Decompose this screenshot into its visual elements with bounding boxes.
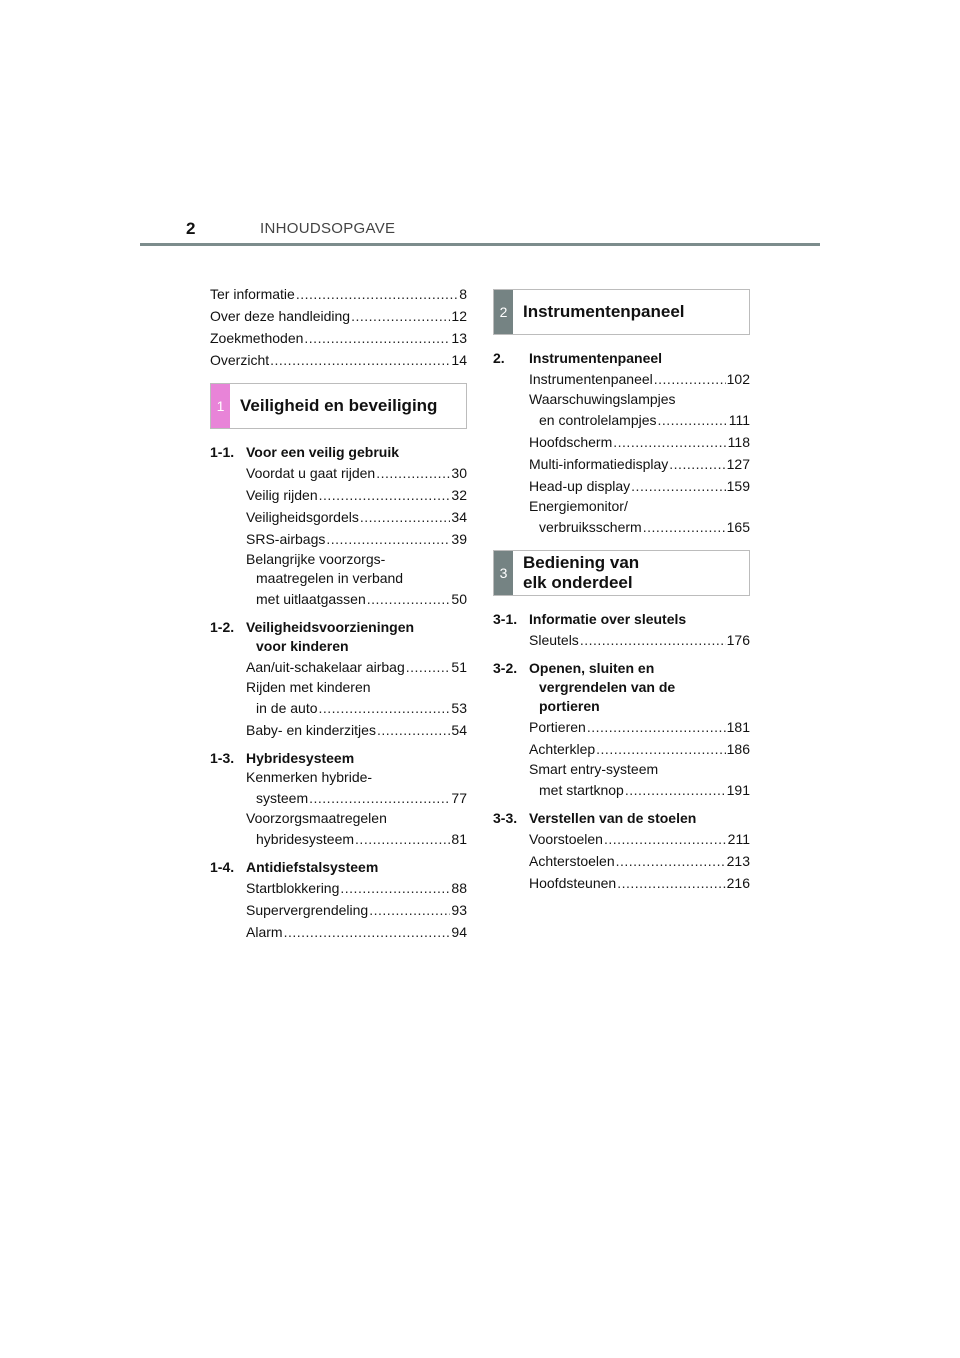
toc-entry[interactable] xyxy=(246,462,467,484)
toc-page-number: 53 xyxy=(451,700,467,716)
toc-entry-line[interactable] xyxy=(529,368,750,390)
toc-dot-leader xyxy=(596,738,725,760)
toc-dot-leader xyxy=(580,629,726,651)
toc-entry[interactable] xyxy=(529,629,750,651)
toc-entry[interactable] xyxy=(529,475,750,497)
toc-entry[interactable] xyxy=(529,828,750,850)
toc-page-number: 8 xyxy=(459,286,467,302)
toc-dot-leader xyxy=(625,779,726,801)
toc-entry-title: Alarm xyxy=(246,924,283,940)
toc-entry[interactable] xyxy=(529,738,750,760)
toc-entry[interactable] xyxy=(529,453,750,475)
toc-entry-title: Veiligheidsgordels xyxy=(246,509,359,525)
toc-entry-title: Baby- en kinderzitjes xyxy=(246,722,376,738)
chapter-3-tab: 3 xyxy=(494,551,513,595)
toc-entry-list xyxy=(246,656,467,741)
toc-section-number: 3-3. xyxy=(493,810,518,826)
toc-entry[interactable] xyxy=(246,550,467,610)
toc-dot-leader xyxy=(643,516,726,538)
toc-entry-title: met startknop xyxy=(539,782,624,798)
toc-entry[interactable] xyxy=(246,877,467,899)
toc-section-number: 2. xyxy=(493,350,505,366)
toc-section-name-line: Verstellen van de stoelen xyxy=(529,810,697,826)
toc-entry-list xyxy=(246,462,467,610)
toc-dot-leader xyxy=(284,921,451,943)
toc-entry-line[interactable] xyxy=(246,462,467,484)
toc-entry-line[interactable] xyxy=(246,787,467,809)
toc-entry-title: Hoofdscherm xyxy=(529,434,613,450)
toc-entry-title: systeem xyxy=(256,790,309,806)
toc-section-name-line: Antidiefstalsysteem xyxy=(246,859,379,875)
toc-entry-title-line: Rijden met kinderen xyxy=(246,679,371,695)
toc-page-number: 50 xyxy=(451,591,467,607)
toc-entry-line[interactable] xyxy=(529,850,750,872)
toc-dot-leader xyxy=(604,828,727,850)
header-rule xyxy=(140,243,820,246)
chapter-3-title-line-1: Bediening van xyxy=(523,553,640,572)
toc-entry-line[interactable] xyxy=(529,516,750,538)
toc-dot-leader xyxy=(369,899,450,921)
toc-entry-line[interactable] xyxy=(210,283,467,305)
toc-left-column xyxy=(210,283,467,943)
toc-entry-line[interactable] xyxy=(529,872,750,894)
toc-dot-leader xyxy=(377,719,450,741)
chapter-2-sections xyxy=(493,349,750,538)
toc-section-heading[interactable] xyxy=(493,809,750,828)
toc-page-number: 54 xyxy=(451,722,467,738)
toc-entry-line[interactable] xyxy=(210,349,467,371)
toc-page-number: 94 xyxy=(451,924,467,940)
page-number: 2 xyxy=(186,219,196,238)
toc-section-heading[interactable] xyxy=(493,659,750,716)
chapter-3-title xyxy=(513,551,639,595)
toc-entry[interactable] xyxy=(529,716,750,738)
toc-section-heading[interactable] xyxy=(210,858,467,877)
toc-entry-title: Ter informatie xyxy=(210,286,295,302)
toc-entry-line[interactable] xyxy=(210,327,467,349)
toc-entry-line[interactable] xyxy=(246,899,467,921)
toc-entry[interactable] xyxy=(246,809,467,850)
toc-dot-leader xyxy=(654,368,726,390)
toc-page-number: 191 xyxy=(726,782,750,798)
toc-entry-line[interactable] xyxy=(529,828,750,850)
chapter-1-sections xyxy=(210,443,467,943)
toc-entry[interactable] xyxy=(246,768,467,809)
chapter-2-tab: 2 xyxy=(494,290,513,334)
toc-entry[interactable] xyxy=(246,899,467,921)
toc-section-name-line: voor kinderen xyxy=(256,638,349,654)
toc-section-number: 3-1. xyxy=(493,611,518,627)
toc-entry-line[interactable] xyxy=(529,409,750,431)
toc-dot-leader xyxy=(376,462,450,484)
toc-section-number: 1-2. xyxy=(210,619,235,635)
toc-page-number: 13 xyxy=(451,330,467,346)
toc-dot-leader xyxy=(587,716,726,738)
toc-entry-title-line: Kenmerken hybride- xyxy=(246,769,373,785)
toc-section-name xyxy=(529,349,662,368)
chapter-2-title xyxy=(513,290,685,334)
chapter-1-heading[interactable] xyxy=(210,383,467,429)
toc-entry-line[interactable] xyxy=(246,719,467,741)
toc-entry-title-line: Belangrijke voorzorgs- xyxy=(246,551,386,567)
toc-page-number: 81 xyxy=(451,831,467,847)
chapter-1-title-text: Veiligheid en beveiliging xyxy=(240,396,438,415)
toc-entry-title: Achterstoelen xyxy=(529,853,615,869)
toc-entry-title: Multi-informatiedisplay xyxy=(529,456,669,472)
intro-list xyxy=(210,283,467,371)
chapter-1-title xyxy=(230,384,437,428)
chapter-2-title-text: Instrumentenpaneel xyxy=(523,302,685,321)
toc-page-number: 93 xyxy=(451,902,467,918)
toc-entry[interactable] xyxy=(246,656,467,678)
toc-dot-leader xyxy=(340,877,450,899)
toc-entry-title: in de auto xyxy=(256,700,318,716)
toc-entry-title: Overzicht xyxy=(210,352,270,368)
toc-entry-title: Achterklep xyxy=(529,741,596,757)
toc-entry-title: Startblokkering xyxy=(246,880,340,896)
toc-dot-leader xyxy=(319,697,451,719)
toc-page-number: 102 xyxy=(726,371,750,387)
header-title: INHOUDSOPGAVE xyxy=(260,220,396,237)
toc-entry-list xyxy=(529,368,750,538)
toc-entry-line[interactable] xyxy=(529,716,750,738)
toc-entry-title: SRS-airbags xyxy=(246,531,326,547)
chapter-3-sections xyxy=(493,610,750,894)
toc-entry-line[interactable] xyxy=(246,877,467,899)
toc-entry-title: Supervergrendeling xyxy=(246,902,369,918)
toc-entry[interactable] xyxy=(529,390,750,431)
toc-dot-leader xyxy=(355,828,450,850)
toc-dot-leader xyxy=(351,305,450,327)
toc-dot-leader xyxy=(296,283,458,305)
toc-page-number: 186 xyxy=(726,741,750,757)
toc-dot-leader xyxy=(669,453,725,475)
toc-dot-leader xyxy=(360,506,451,528)
toc-section-heading[interactable] xyxy=(493,610,750,629)
toc-section-heading[interactable] xyxy=(493,349,750,368)
toc-page-number: 14 xyxy=(451,352,467,368)
toc-entry-title-line: maatregelen in verband xyxy=(256,570,404,586)
toc-entry-line[interactable] xyxy=(529,475,750,497)
toc-entry-line[interactable] xyxy=(246,588,467,610)
toc-section-name-line: vergrendelen van de xyxy=(539,679,676,695)
toc-page-number: 77 xyxy=(451,790,467,806)
toc-section-name xyxy=(529,809,696,828)
toc-section-name xyxy=(529,659,675,716)
toc-section-name-line: Openen, sluiten en xyxy=(529,660,655,676)
toc-entry-line[interactable] xyxy=(529,629,750,651)
toc-entry[interactable] xyxy=(246,528,467,550)
toc-entry-line[interactable] xyxy=(246,921,467,943)
toc-right-column xyxy=(493,283,750,894)
toc-page-number: 88 xyxy=(451,880,467,896)
toc-entry[interactable] xyxy=(529,368,750,390)
toc-entry[interactable] xyxy=(529,431,750,453)
toc-section-name-line: Hybridesysteem xyxy=(246,750,355,766)
toc-section-heading[interactable] xyxy=(210,618,467,656)
toc-entry-title: hybridesysteem xyxy=(256,831,355,847)
toc-section-name-line: Veiligheidsvoorzieningen xyxy=(246,619,415,635)
toc-page-number: 211 xyxy=(727,831,750,847)
toc-page-number: 51 xyxy=(451,659,467,675)
toc-dot-leader xyxy=(616,850,726,872)
toc-entry-title: Zoekmethoden xyxy=(210,330,304,346)
toc-page-number: 39 xyxy=(451,531,467,547)
chapter-1-tab: 1 xyxy=(211,384,230,428)
toc-entry[interactable] xyxy=(246,921,467,943)
toc-entry-title: Instrumentenpaneel xyxy=(529,371,653,387)
toc-section-number: 1-3. xyxy=(210,750,235,766)
toc-section-name xyxy=(246,749,354,768)
toc-entry-list xyxy=(529,828,750,894)
toc-entry[interactable] xyxy=(246,678,467,719)
toc-entry-list xyxy=(246,877,467,943)
toc-entry[interactable] xyxy=(529,850,750,872)
toc-page-number: 34 xyxy=(451,509,467,525)
toc-dot-leader xyxy=(367,588,451,610)
toc-section-name xyxy=(529,610,686,629)
toc-section-heading[interactable] xyxy=(210,749,467,768)
toc-page-number: 30 xyxy=(451,465,467,481)
toc-entry-title: en controlelampjes xyxy=(539,412,657,428)
toc-dot-leader xyxy=(326,528,450,550)
toc-entry-line[interactable] xyxy=(210,305,467,327)
toc-entry-title-line: Waarschuwingslampjes xyxy=(529,391,676,407)
chapter-3-title-line-2: elk onderdeel xyxy=(523,573,633,592)
toc-entry-title: met uitlaatgassen xyxy=(256,591,366,607)
toc-dot-leader xyxy=(319,484,451,506)
toc-section-name-line: portieren xyxy=(539,698,600,714)
toc-entry-line[interactable] xyxy=(246,697,467,719)
toc-entry-line[interactable] xyxy=(246,528,467,550)
toc-page-number: 12 xyxy=(451,308,467,324)
toc-dot-leader xyxy=(270,349,450,371)
toc-entry-line[interactable] xyxy=(246,484,467,506)
toc-entry-title: verbruiksscherm xyxy=(539,519,642,535)
toc-entry-title: Hoofdsteunen xyxy=(529,875,617,891)
toc-entry-title-line: Energiemonitor/ xyxy=(529,498,628,514)
toc-section-name-line: Voor een veilig gebruik xyxy=(246,444,400,460)
toc-entry[interactable] xyxy=(246,506,467,528)
toc-section-number: 1-1. xyxy=(210,444,235,460)
toc-entry-line[interactable] xyxy=(246,656,467,678)
toc-entry-line[interactable] xyxy=(529,453,750,475)
toc-section-name xyxy=(246,618,414,656)
page-header xyxy=(140,216,820,248)
toc-entry-title: Portieren xyxy=(529,719,586,735)
toc-entry-line[interactable] xyxy=(246,506,467,528)
toc-entry-list xyxy=(246,768,467,850)
toc-section-number: 1-4. xyxy=(210,859,235,875)
toc-entry-title: Veilig rijden xyxy=(246,487,318,503)
toc-section-name xyxy=(246,858,378,877)
toc-section-number: 3-2. xyxy=(493,660,518,676)
toc-section-name-line: Informatie over sleutels xyxy=(529,611,687,627)
toc-entry[interactable] xyxy=(529,497,750,538)
toc-entry-line[interactable] xyxy=(529,779,750,801)
toc-page-number: 216 xyxy=(726,875,750,891)
toc-section-name xyxy=(246,443,399,462)
toc-dot-leader xyxy=(658,409,728,431)
toc-entry-list xyxy=(529,629,750,651)
toc-entry-title: Aan/uit-schakelaar airbag xyxy=(246,659,405,675)
toc-section-name-line: Instrumentenpaneel xyxy=(529,350,663,366)
toc-entry-title: Voorstoelen xyxy=(529,831,603,847)
toc-page-number: 118 xyxy=(727,434,750,450)
toc-entry-line[interactable] xyxy=(529,431,750,453)
toc-entry-line[interactable] xyxy=(246,828,467,850)
toc-page-number: 127 xyxy=(726,456,750,472)
toc-entry-title: Voordat u gaat rijden xyxy=(246,465,376,481)
toc-page-number: 111 xyxy=(728,412,750,428)
toc-page-number: 176 xyxy=(726,632,750,648)
toc-entry[interactable] xyxy=(529,760,750,801)
toc-page-number: 32 xyxy=(451,487,467,503)
toc-dot-leader xyxy=(613,431,726,453)
chapter-3-heading[interactable] xyxy=(493,550,750,596)
toc-dot-leader xyxy=(617,872,725,894)
chapter-2-heading[interactable] xyxy=(493,289,750,335)
toc-entry-title-line: Smart entry-systeem xyxy=(529,761,659,777)
toc-entry-title: Over deze handleiding xyxy=(210,308,351,324)
toc-page-number: 159 xyxy=(726,478,750,494)
toc-page-number: 181 xyxy=(726,719,750,735)
toc-dot-leader xyxy=(304,327,450,349)
toc-entry-line[interactable] xyxy=(529,738,750,760)
toc-dot-leader xyxy=(631,475,725,497)
toc-page-number: 213 xyxy=(726,853,750,869)
toc-entry-title-line: Voorzorgsmaatregelen xyxy=(246,810,387,826)
toc-section-heading[interactable] xyxy=(210,443,467,462)
toc-entry[interactable] xyxy=(529,872,750,894)
toc-page-number: 165 xyxy=(726,519,750,535)
toc-entry[interactable] xyxy=(246,484,467,506)
toc-entry-title: Head-up display xyxy=(529,478,631,494)
toc-entry-title: Sleutels xyxy=(529,632,579,648)
toc-entry-list xyxy=(529,716,750,801)
toc-entry[interactable] xyxy=(246,719,467,741)
toc-dot-leader xyxy=(309,787,450,809)
toc-dot-leader xyxy=(406,656,451,678)
